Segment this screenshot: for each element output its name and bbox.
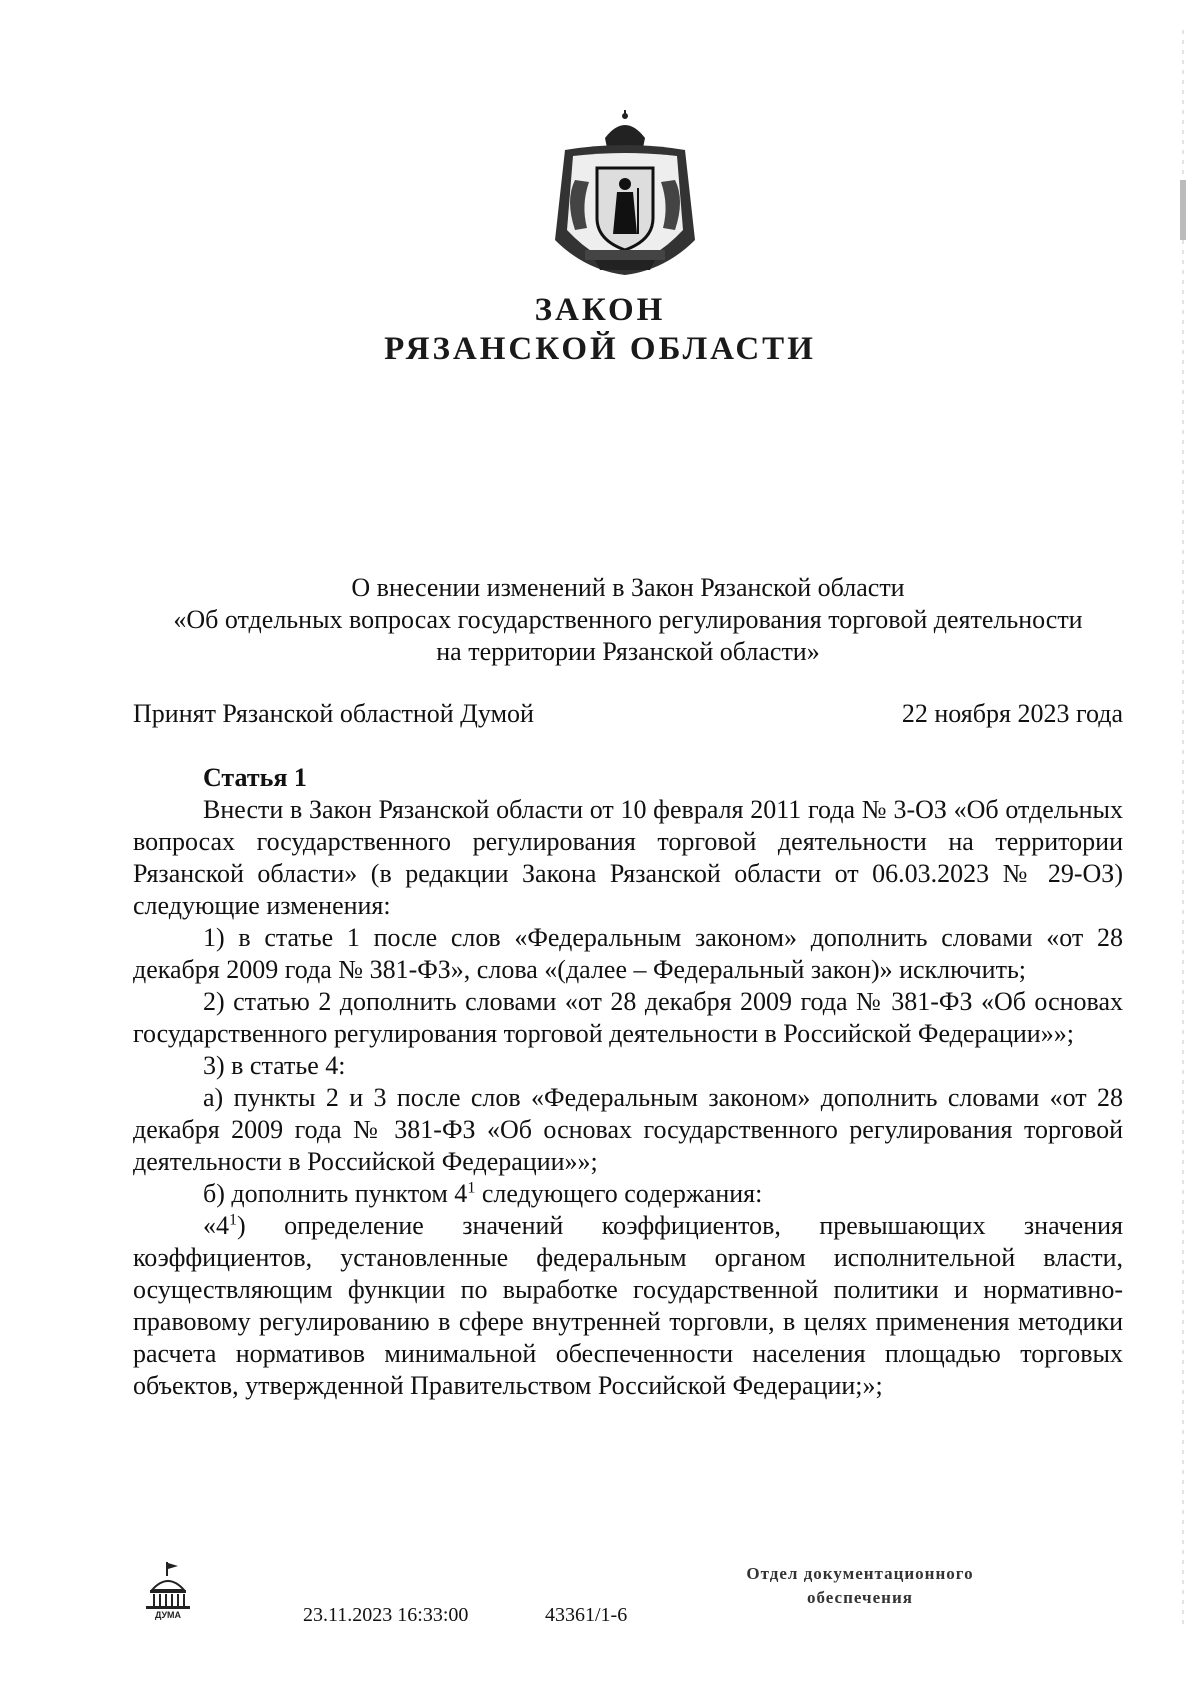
registration-timestamp: 23.11.2023 16:33:00	[303, 1604, 469, 1626]
quote-open: «4	[203, 1211, 229, 1240]
stamp-line: Отдел документационного	[746, 1564, 974, 1583]
article-body	[133, 762, 1123, 1402]
article-subitem: а) пункты 2 и 3 после слов «Федеральным законом» дополнить словами «от 28 декабря 2009 года № 381-ФЗ «Об основах государственного регулирования торговой деятельности в Российской Федерации»»;	[133, 1083, 1123, 1176]
stamp-line: обеспечения	[807, 1588, 913, 1607]
article-item: 3) в статье 4:	[203, 1051, 346, 1080]
superscript: 1	[229, 1211, 237, 1229]
article-subitem	[133, 1178, 1123, 1210]
article-quote	[133, 1210, 1123, 1402]
heading-line: «Об отдельных вопросах государственного регулирования торговой деятельности	[173, 605, 1083, 634]
duma-logo-icon	[140, 1560, 196, 1620]
article-title: Статья 1	[203, 763, 307, 792]
law-region-title: РЯЗАНСКОЙ ОБЛАСТИ	[384, 331, 816, 367]
document-heading	[133, 572, 1123, 668]
heading-line: О внесении изменений в Закон Рязанской области	[351, 573, 905, 602]
adoption-date: 22 ноября 2023 года	[901, 699, 1123, 728]
adopted-by: Принят Рязанской областной Думой	[133, 699, 534, 728]
article-item: 2) статью 2 дополнить словами «от 28 декабря 2009 года № 381-ФЗ «Об основах государственного регулирования торговой деятельности в Российской Федерации»»;	[133, 987, 1123, 1048]
subitem-text: б) дополнить пунктом 4	[203, 1179, 468, 1208]
registration-number: 43361/1-6	[545, 1604, 628, 1626]
subitem-text: следующего содержания:	[475, 1179, 763, 1208]
superscript: 1	[467, 1179, 476, 1197]
scan-edge-artifact	[1180, 30, 1186, 1630]
law-title: ЗАКОН	[534, 292, 666, 328]
heading-line: на территории Рязанской области»	[436, 637, 820, 666]
article-item: 1) в статье 1 после слов «Федеральным законом» дополнить словами «от 28 декабря 2009 года № 381-ФЗ», слова «(далее – Федеральный закон)» исключить;	[133, 923, 1123, 984]
department-stamp	[715, 1562, 1005, 1610]
logo-text: ДУМА	[154, 1610, 182, 1620]
coat-of-arms-icon	[545, 110, 705, 280]
quote-text: ) определение значений коэффициентов, превышающих значения коэффициентов, установленные федеральным органом исполнительной власти, осуществляющим функции по выработке государственной политики и нормативно-правовому регулированию в сфере внутренней торговли, в целях применения методики расчета нормативов минимальной обеспеченности населения площадью торговых объектов, утвержденной Правительством Российской Федерации;»;	[133, 1211, 1123, 1400]
article-intro: Внести в Закон Рязанской области от 10 февраля 2011 года № 3-ОЗ «Об отдельных вопросах государственного регулирования торговой деятельности на территории Рязанской области» (в редакции Закона Рязанской области от 06.03.2023 № 29-ОЗ) следующие изменения:	[133, 795, 1123, 920]
